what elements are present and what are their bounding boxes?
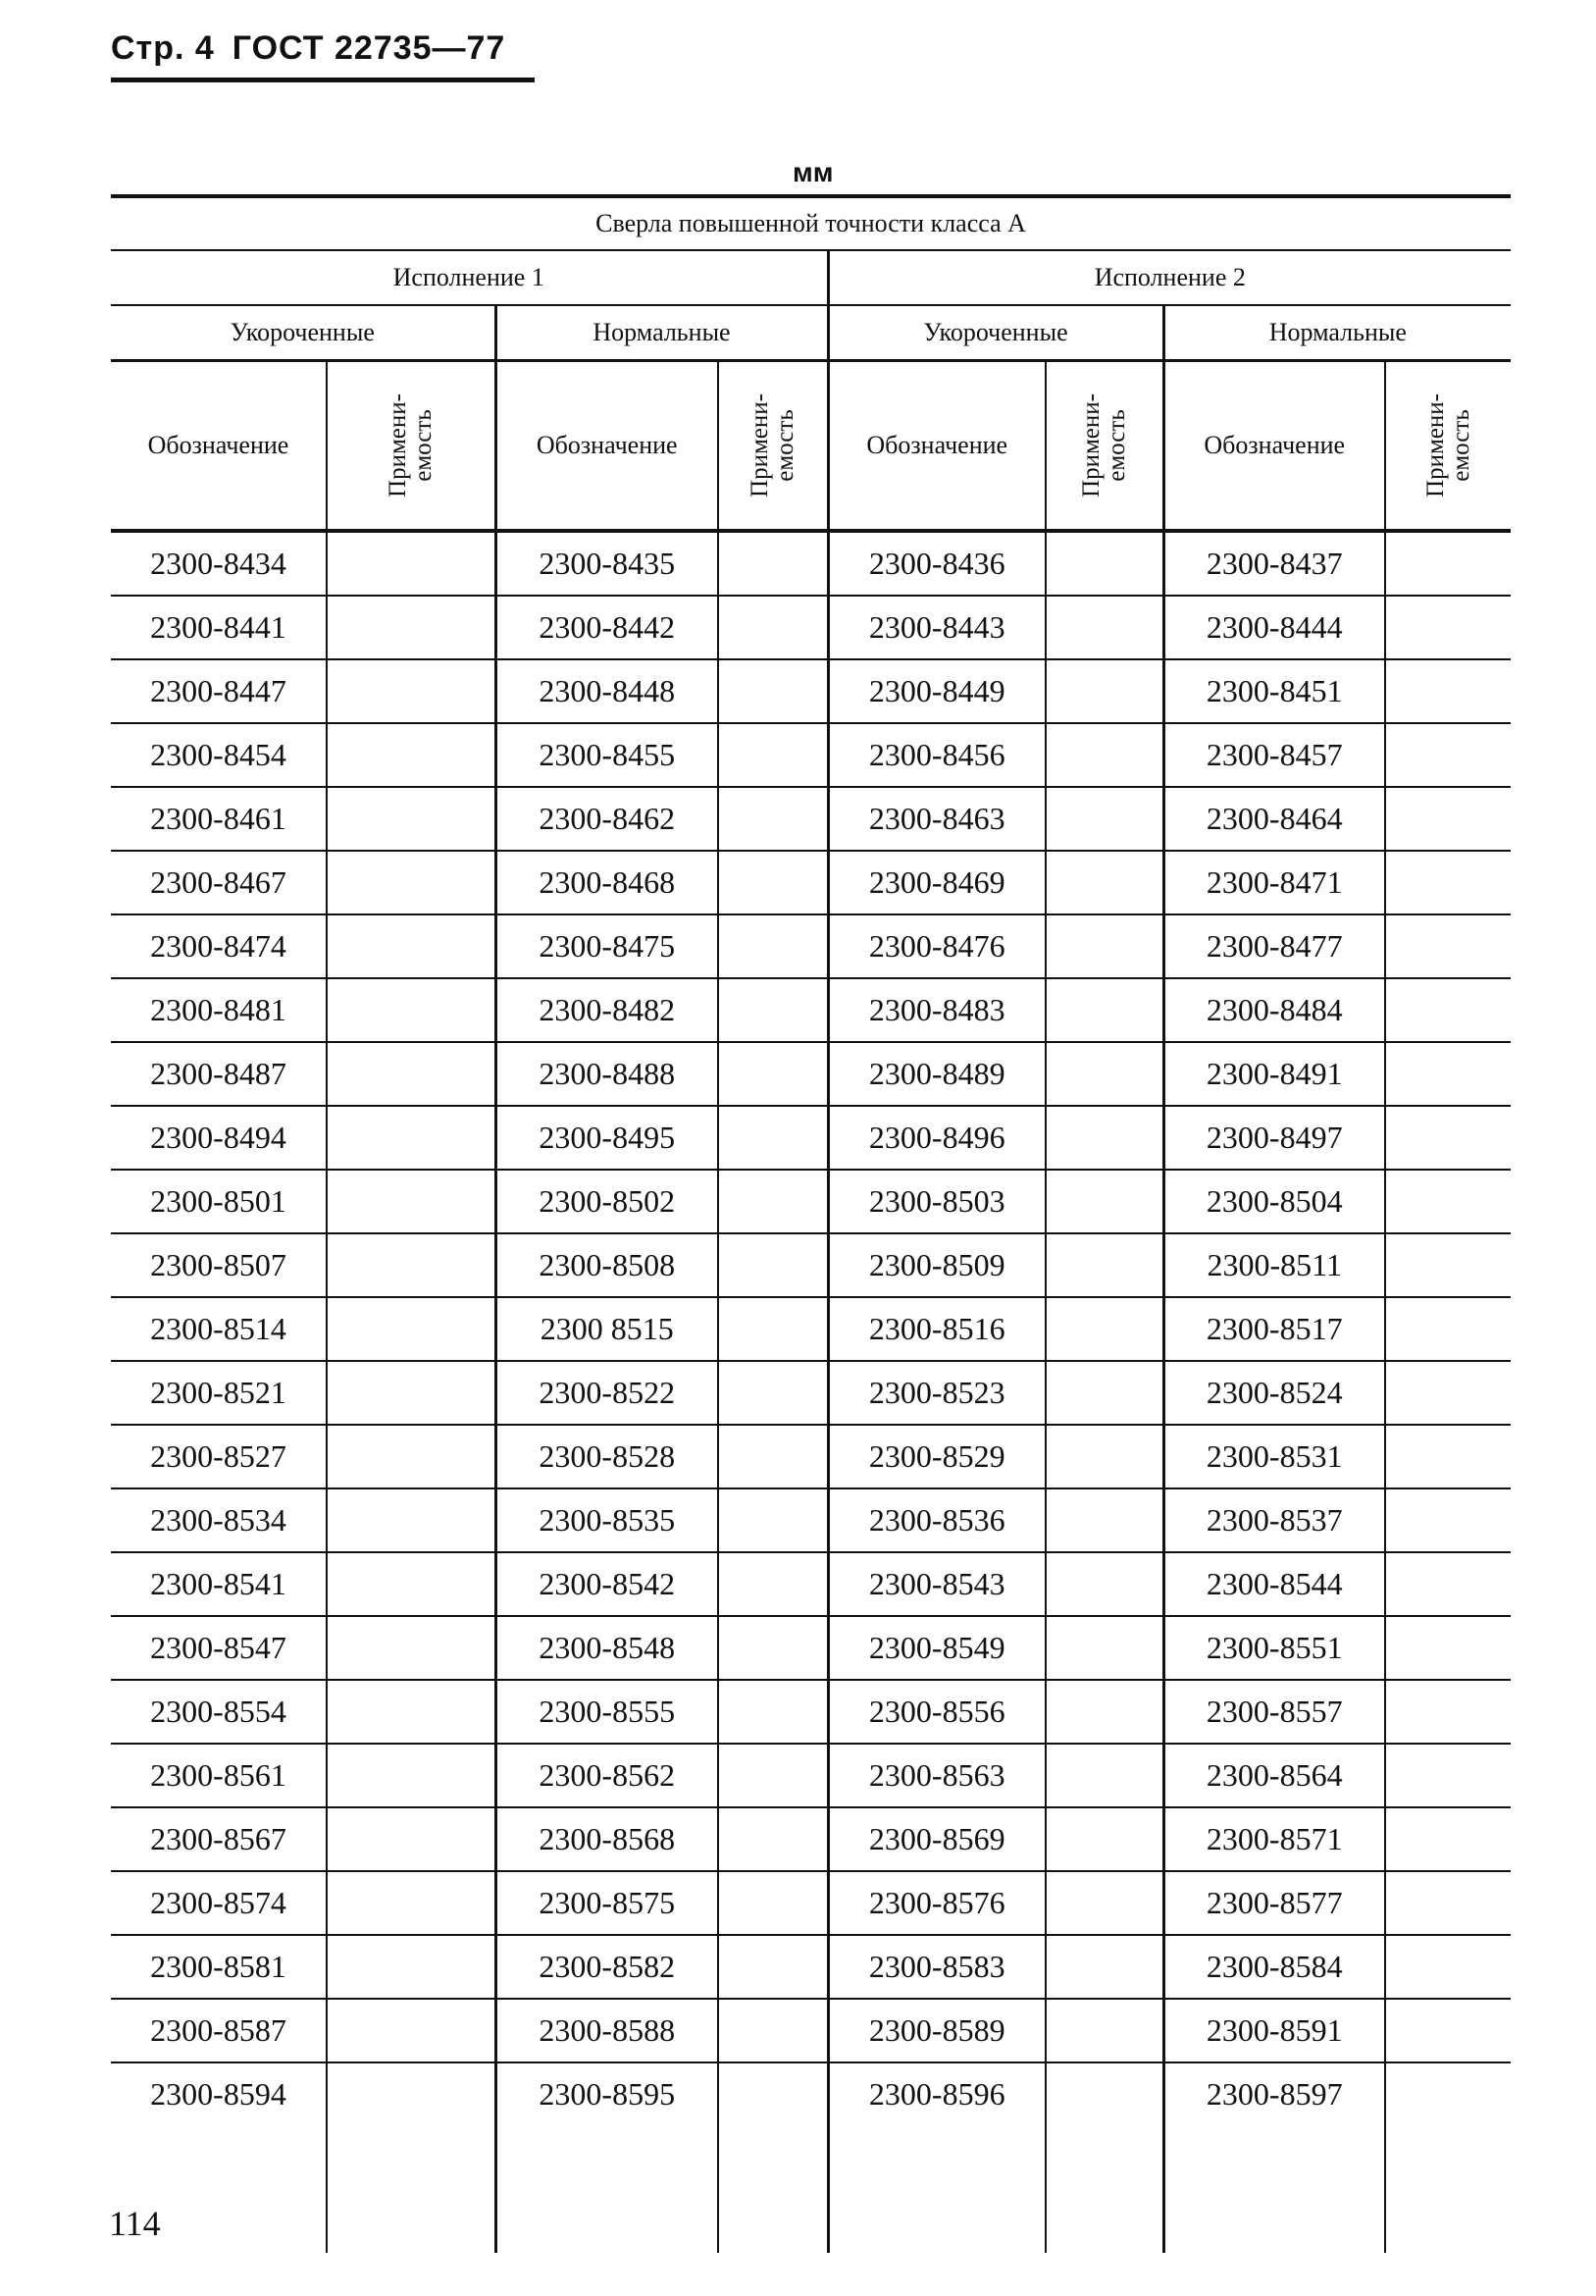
designation-cell: 2300-8564 [1163, 1744, 1385, 1807]
designation-cell: 2300-8561 [111, 1744, 327, 1807]
applicability-cell [1046, 851, 1163, 914]
applicability-cell [718, 1744, 828, 1807]
designation-cell: 2300-8576 [828, 1871, 1046, 1935]
designation-cell: 2300-8503 [828, 1170, 1046, 1233]
designation-cell: 2300-8448 [495, 659, 718, 723]
v2n-applicability-header: Примени- емость [1385, 361, 1511, 532]
applicability-cell [327, 596, 495, 659]
designation-cell: 2300-8596 [828, 2062, 1046, 2125]
applicability-cell [1385, 531, 1511, 596]
designation-cell: 2300-8507 [111, 1233, 327, 1297]
designation-cell: 2300-8541 [111, 1552, 327, 1616]
designation-cell: 2300-8441 [111, 596, 327, 659]
v1-shortened-header: Укороченные [111, 305, 495, 361]
applicability-cell [1046, 1807, 1163, 1871]
applicability-cell [1046, 1297, 1163, 1361]
applicability-cell [1385, 1680, 1511, 1744]
table-tail-row [111, 2125, 1511, 2253]
designation-cell: 2300-8536 [828, 1488, 1046, 1552]
designation-cell: 2300-8494 [111, 1106, 327, 1170]
table-row [111, 1170, 1511, 1233]
table-row [111, 1616, 1511, 1680]
empty-cell [828, 2125, 1046, 2253]
applicability-cell [1385, 914, 1511, 978]
page-header [111, 29, 535, 82]
table-row [111, 1106, 1511, 1170]
applicability-cell [718, 851, 828, 914]
applicability-cell [1046, 1935, 1163, 1999]
designation-cell: 2300-8597 [1163, 2062, 1385, 2125]
applicability-cell [1046, 531, 1163, 596]
designation-cell: 2300-8527 [111, 1425, 327, 1488]
applicability-cell [1385, 1042, 1511, 1106]
designation-cell: 2300-8504 [1163, 1170, 1385, 1233]
designation-cell: 2300-8509 [828, 1233, 1046, 1297]
table-row [111, 1488, 1511, 1552]
empty-cell [327, 2125, 495, 2253]
applicability-cell [327, 1552, 495, 1616]
designation-cell: 2300-8468 [495, 851, 718, 914]
designation-cell: 2300-8483 [828, 978, 1046, 1042]
applicability-cell [1385, 723, 1511, 787]
designation-cell: 2300-8454 [111, 723, 327, 787]
applicability-cell [1046, 1999, 1163, 2062]
designation-cell: 2300-8574 [111, 1871, 327, 1935]
designation-cell: 2300-8554 [111, 1680, 327, 1744]
designation-cell: 2300-8514 [111, 1297, 327, 1361]
v2s-applicability-header: Примени- емость [1046, 361, 1163, 532]
applicability-cell [1046, 1488, 1163, 1552]
designation-cell: 2300-8547 [111, 1616, 327, 1680]
applicability-cell [327, 1871, 495, 1935]
designation-cell: 2300-8542 [495, 1552, 718, 1616]
designation-cell: 2300-8531 [1163, 1425, 1385, 1488]
applicability-cell [1046, 1106, 1163, 1170]
applicability-cell [1385, 1744, 1511, 1807]
v1s-applicability-header: Примени- емость [327, 361, 495, 532]
designation-cell: 2300-8477 [1163, 914, 1385, 978]
applicability-cell [1385, 1999, 1511, 2062]
applicability-cell [718, 596, 828, 659]
v2n-designation-header: Обозначение [1163, 361, 1385, 532]
applicability-cell [1385, 787, 1511, 851]
applicability-cell [1046, 1233, 1163, 1297]
applicability-cell [1046, 1170, 1163, 1233]
applicability-cell [718, 1935, 828, 1999]
empty-cell [1385, 2125, 1511, 2253]
v2-shortened-header: Укороченные [828, 305, 1163, 361]
designation-cell: 2300-8549 [828, 1616, 1046, 1680]
table-row [111, 1425, 1511, 1488]
applicability-cell [1046, 1680, 1163, 1744]
designation-cell: 2300-8482 [495, 978, 718, 1042]
v2-normal-header: Нормальные [1163, 305, 1511, 361]
applicability-cell [1385, 1935, 1511, 1999]
v1-normal-header: Нормальные [495, 305, 828, 361]
designation-cell: 2300-8562 [495, 1744, 718, 1807]
applicability-cell [327, 723, 495, 787]
designation-cell: 2300-8591 [1163, 1999, 1385, 2062]
designation-cell: 2300-8508 [495, 1233, 718, 1297]
applicability-cell [718, 1106, 828, 1170]
designation-cell: 2300-8535 [495, 1488, 718, 1552]
applicability-cell [718, 1297, 828, 1361]
designation-cell: 2300-8461 [111, 787, 327, 851]
designation-cell: 2300-8475 [495, 914, 718, 978]
designation-cell: 2300-8577 [1163, 1871, 1385, 1935]
v1n-designation-header: Обозначение [495, 361, 718, 532]
designation-cell: 2300-8569 [828, 1807, 1046, 1871]
table-row [111, 1233, 1511, 1297]
applicability-cell [1046, 596, 1163, 659]
applicability-cell [1046, 1425, 1163, 1488]
designation-cell: 2300-8436 [828, 531, 1046, 596]
applicability-cell [327, 1680, 495, 1744]
applicability-cell [327, 1999, 495, 2062]
applicability-cell [327, 1170, 495, 1233]
applicability-cell [327, 1042, 495, 1106]
designation-cell: 2300-8437 [1163, 531, 1385, 596]
designation-cell: 2300-8443 [828, 596, 1046, 659]
designation-cell: 2300-8476 [828, 914, 1046, 978]
table-row [111, 1297, 1511, 1361]
designation-cell: 2300-8464 [1163, 787, 1385, 851]
applicability-cell [327, 1361, 495, 1425]
designation-cell: 2300-8457 [1163, 723, 1385, 787]
header-text [111, 29, 535, 68]
designation-cell: 2300-8497 [1163, 1106, 1385, 1170]
table-row [111, 1552, 1511, 1616]
designation-cell: 2300-8495 [495, 1106, 718, 1170]
drill-designation-table [111, 194, 1511, 2253]
designation-cell: 2300-8587 [111, 1999, 327, 2062]
applicability-cell [327, 1297, 495, 1361]
applicability-cell [327, 1233, 495, 1297]
applicability-cell [1046, 1616, 1163, 1680]
applicability-cell [327, 851, 495, 914]
designation-cell: 2300-8543 [828, 1552, 1046, 1616]
table-row [111, 1871, 1511, 1935]
designation-cell: 2300-8534 [111, 1488, 327, 1552]
applicability-cell [327, 2062, 495, 2125]
designation-cell: 2300-8488 [495, 1042, 718, 1106]
applicability-cell [327, 659, 495, 723]
applicability-cell [1385, 1488, 1511, 1552]
applicability-cell [1046, 659, 1163, 723]
designation-cell: 2300-8568 [495, 1807, 718, 1871]
applicability-cell [1385, 978, 1511, 1042]
designation-cell: 2300-8582 [495, 1935, 718, 1999]
designation-cell: 2300-8442 [495, 596, 718, 659]
applicability-cell [1385, 1807, 1511, 1871]
applicability-cell [327, 1488, 495, 1552]
applicability-cell [327, 1106, 495, 1170]
empty-cell [1163, 2125, 1385, 2253]
applicability-cell [1385, 1425, 1511, 1488]
applicability-cell [1385, 851, 1511, 914]
empty-cell [718, 2125, 828, 2253]
designation-cell: 2300-8449 [828, 659, 1046, 723]
applicability-cell [1385, 1233, 1511, 1297]
table-row [111, 1744, 1511, 1807]
designation-cell: 2300-8537 [1163, 1488, 1385, 1552]
variant-1-header: Исполнение 1 [111, 250, 828, 305]
applicability-cell [1046, 914, 1163, 978]
applicability-cell [718, 531, 828, 596]
header-rule [111, 78, 535, 82]
applicability-cell [1046, 787, 1163, 851]
designation-cell: 2300-8516 [828, 1297, 1046, 1361]
applicability-cell [718, 1616, 828, 1680]
page-label: Стр. 4 [111, 29, 215, 67]
designation-cell: 2300-8462 [495, 787, 718, 851]
applicability-cell [718, 1871, 828, 1935]
designation-cell: 2300-8501 [111, 1170, 327, 1233]
applicability-cell [327, 914, 495, 978]
table-row [111, 914, 1511, 978]
standard-number: ГОСТ 22735—77 [232, 29, 506, 67]
applicability-cell [1385, 659, 1511, 723]
designation-cell: 2300-8524 [1163, 1361, 1385, 1425]
designation-cell: 2300-8551 [1163, 1616, 1385, 1680]
designation-cell: 2300-8496 [828, 1106, 1046, 1170]
designation-cell: 2300-8487 [111, 1042, 327, 1106]
designation-cell: 2300-8435 [495, 531, 718, 596]
designation-cell: 2300-8567 [111, 1807, 327, 1871]
v1n-applicability-header: Примени- емость [718, 361, 828, 532]
applicability-cell [327, 1425, 495, 1488]
designation-cell: 2300-8467 [111, 851, 327, 914]
applicability-cell [327, 1744, 495, 1807]
designation-cell: 2300-8523 [828, 1361, 1046, 1425]
applicability-cell [327, 1935, 495, 1999]
applicability-cell [327, 978, 495, 1042]
applicability-cell [718, 1999, 828, 2062]
designation-cell: 2300-8571 [1163, 1807, 1385, 1871]
applicability-cell [718, 1488, 828, 1552]
table-row [111, 1999, 1511, 2062]
applicability-cell [718, 787, 828, 851]
designation-cell: 2300-8544 [1163, 1552, 1385, 1616]
applicability-cell [1046, 723, 1163, 787]
applicability-cell [718, 2062, 828, 2125]
applicability-cell [327, 1807, 495, 1871]
page-number: 114 [109, 2204, 161, 2243]
applicability-cell [718, 1552, 828, 1616]
table-row [111, 2062, 1511, 2125]
designation-cell: 2300-8528 [495, 1425, 718, 1488]
applicability-cell [1385, 1871, 1511, 1935]
designation-cell: 2300-8594 [111, 2062, 327, 2125]
designation-cell: 2300-8581 [111, 1935, 327, 1999]
designation-cell: 2300-8595 [495, 2062, 718, 2125]
applicability-cell [718, 659, 828, 723]
table-row [111, 1807, 1511, 1871]
designation-cell: 2300-8451 [1163, 659, 1385, 723]
designation-cell: 2300-8583 [828, 1935, 1046, 1999]
applicability-cell [718, 914, 828, 978]
applicability-cell [1046, 978, 1163, 1042]
table-row [111, 596, 1511, 659]
applicability-cell [718, 978, 828, 1042]
applicability-cell [718, 1042, 828, 1106]
designation-cell: 2300-8456 [828, 723, 1046, 787]
designation-cell: 2300-8502 [495, 1170, 718, 1233]
applicability-cell [1046, 1744, 1163, 1807]
applicability-cell [718, 1807, 828, 1871]
variant-2-header: Исполнение 2 [828, 250, 1511, 305]
applicability-cell [1046, 1552, 1163, 1616]
applicability-cell [718, 723, 828, 787]
designation-cell: 2300-8491 [1163, 1042, 1385, 1106]
designation-cell: 2300-8455 [495, 723, 718, 787]
applicability-cell [718, 1425, 828, 1488]
designation-cell: 2300-8555 [495, 1680, 718, 1744]
v1s-designation-header: Обозначение [111, 361, 327, 532]
designation-cell: 2300-8444 [1163, 596, 1385, 659]
table-title: Сверла повышенной точности класса А [111, 196, 1511, 250]
applicability-cell [718, 1170, 828, 1233]
applicability-cell [327, 1616, 495, 1680]
designation-cell: 2300-8469 [828, 851, 1046, 914]
designation-cell: 2300-8481 [111, 978, 327, 1042]
designation-cell: 2300-8522 [495, 1361, 718, 1425]
designation-cell: 2300-8556 [828, 1680, 1046, 1744]
applicability-cell [327, 787, 495, 851]
table-row [111, 659, 1511, 723]
designation-cell: 2300-8434 [111, 531, 327, 596]
applicability-cell [1385, 1297, 1511, 1361]
designation-cell: 2300-8521 [111, 1361, 327, 1425]
designation-cell: 2300-8489 [828, 1042, 1046, 1106]
applicability-cell [1046, 1871, 1163, 1935]
designation-cell: 2300-8447 [111, 659, 327, 723]
applicability-cell [1385, 1106, 1511, 1170]
designation-cell: 2300-8529 [828, 1425, 1046, 1488]
applicability-cell [327, 531, 495, 596]
designation-cell: 2300-8557 [1163, 1680, 1385, 1744]
v2s-designation-header: Обозначение [828, 361, 1046, 532]
designation-cell: 2300-8474 [111, 914, 327, 978]
designation-cell: 2300-8584 [1163, 1935, 1385, 1999]
table-row [111, 1935, 1511, 1999]
table-row [111, 1042, 1511, 1106]
applicability-cell [1046, 2062, 1163, 2125]
table-row [111, 1361, 1511, 1425]
designation-cell: 2300-8471 [1163, 851, 1385, 914]
designation-cell: 2300-8463 [828, 787, 1046, 851]
applicability-cell [1385, 596, 1511, 659]
designation-cell: 2300-8575 [495, 1871, 718, 1935]
applicability-cell [1385, 1170, 1511, 1233]
applicability-cell [1385, 1552, 1511, 1616]
applicability-cell [1385, 1361, 1511, 1425]
applicability-cell [1046, 1361, 1163, 1425]
designation-cell: 2300-8588 [495, 1999, 718, 2062]
designation-cell: 2300-8589 [828, 1999, 1046, 2062]
applicability-cell [718, 1233, 828, 1297]
designation-cell: 2300 8515 [495, 1297, 718, 1361]
table-row [111, 531, 1511, 596]
designation-cell: 2300-8511 [1163, 1233, 1385, 1297]
applicability-cell [1046, 1042, 1163, 1106]
designation-cell: 2300-8563 [828, 1744, 1046, 1807]
designation-cell: 2300-8517 [1163, 1297, 1385, 1361]
applicability-cell [1385, 2062, 1511, 2125]
table-row [111, 787, 1511, 851]
units-label: мм [793, 157, 834, 187]
designation-cell: 2300-8548 [495, 1616, 718, 1680]
applicability-cell [718, 1680, 828, 1744]
applicability-cell [718, 1361, 828, 1425]
applicability-cell [1385, 1616, 1511, 1680]
designation-cell: 2300-8484 [1163, 978, 1385, 1042]
empty-cell [495, 2125, 718, 2253]
table-row [111, 1680, 1511, 1744]
table-row [111, 723, 1511, 787]
table-row [111, 978, 1511, 1042]
table-row [111, 851, 1511, 914]
empty-cell [1046, 2125, 1163, 2253]
table-body [111, 531, 1511, 2253]
